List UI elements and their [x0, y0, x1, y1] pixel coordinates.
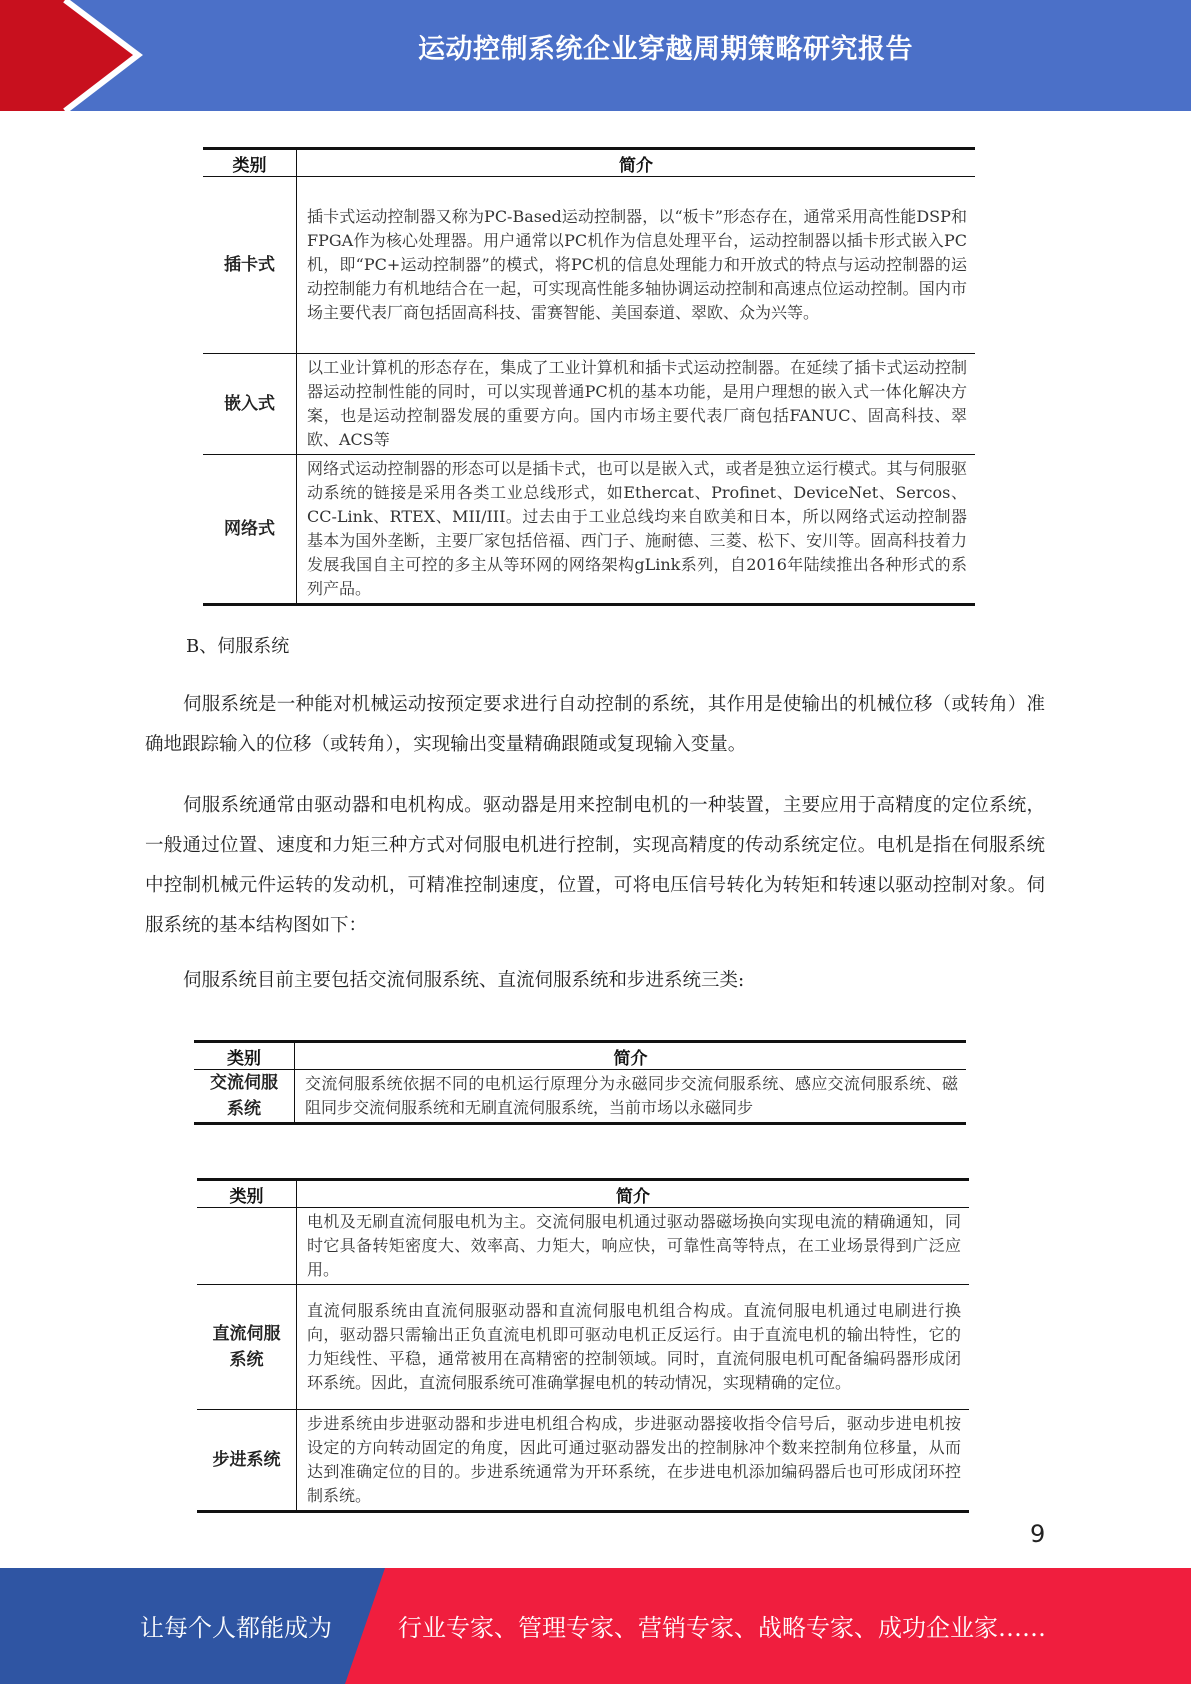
table-row: [203, 354, 975, 455]
page-number: 9: [1030, 1520, 1046, 1548]
row-description: 步进系统由步进驱动器和步进电机组合构成，步进驱动器接收指令信号后，驱动步进电机按设定的方向转动固定的角度，因此可通过驱动器发出的控制脉冲个数来控制角位移量，从而达到准确定位的目的。步进系统通常为开环系统，在步进电机添加编码器后也可形成闭环控制系统。: [297, 1410, 970, 1512]
servo-type-table-part1: [194, 1040, 966, 1125]
footer-slogan-right: 行业专家、管理专家、营销专家、战略专家、成功企业家……: [398, 1614, 1046, 1642]
column-header-description: 简介: [295, 1042, 967, 1070]
table-row: [197, 1285, 969, 1410]
paragraph: 伺服系统是一种能对机械运动按预定要求进行自动控制的系统，其作用是使输出的机械位移（或转角）准确地跟踪输入的位移（或转角），实现输出变量精确跟随或复现输入变量。: [145, 694, 1045, 755]
row-description: 网络式运动控制器的形态可以是插卡式，也可以是嵌入式，或者是独立运行模式。其与伺服驱动系统的链接是采用各类工业总线形式，如Ethercat、Profinet、DeviceNet、Sercos、CC-Link、RTEX、MII/III。过去由于工业总线均来自欧美和日本，所以网络式运动控制器基本为国外垄断，主要厂家包括倍福、西门子、施耐德、三菱、松下、安川等。固高科技着力发展我国自主可控的多主从等环网的网络架构gLink系列，自2016年陆续推出各种形式的系列产品。: [297, 455, 976, 605]
row-description: 交流伺服系统依据不同的电机运行原理分为永磁同步交流伺服系统、感应交流伺服系统、磁阻同步交流伺服系统和无刷直流伺服系统，当前市场以永磁同步: [295, 1070, 967, 1124]
table-row: [194, 1070, 966, 1124]
column-header-category: 类别: [197, 1180, 297, 1208]
table-row: [197, 1208, 969, 1285]
row-category: 嵌入式: [203, 354, 297, 455]
table-row: [203, 177, 975, 354]
row-category: 网络式: [203, 455, 297, 605]
row-description: 以工业计算机的形态存在，集成了工业计算机和插卡式运动控制器。在延续了插卡式运动控制器运动控制性能的同时，可以实现普通PC机的基本功能，是用户理想的嵌入式一体化解决方案，也是运动控制器发展的重要方向。国内市场主要代表厂商包括FANUC、固高科技、翠欧、ACS等: [297, 354, 976, 455]
row-description: 直流伺服系统由直流伺服驱动器和直流伺服电机组合构成。直流伺服电机通过电刷进行换向，驱动器只需输出正负直流电机即可驱动电机正反运行。由于直流电机的输出特性，它的力矩线性、平稳，通常被用在高精密的控制领域。同时，直流伺服电机可配备编码器形成闭环系统。因此，直流伺服系统可准确掌握电机的转动情况，实现精确的定位。: [297, 1285, 970, 1410]
row-category: 步进系统: [197, 1410, 297, 1512]
row-category: 插卡式: [203, 177, 297, 354]
row-category: [197, 1208, 297, 1285]
controller-type-table: [203, 147, 975, 606]
table-row: [203, 455, 975, 605]
page-header: [0, 0, 1191, 111]
table-row: [197, 1410, 969, 1512]
column-header-category: 类别: [194, 1042, 295, 1070]
column-header-category: 类别: [203, 149, 297, 177]
report-title: 运动控制系统企业穿越周期策略研究报告: [418, 34, 913, 65]
table-header-row: [197, 1180, 969, 1208]
column-header-description: 简介: [297, 149, 976, 177]
paragraph: 伺服系统通常由驱动器和电机构成。驱动器是用来控制电机的一种装置，主要应用于高精度的定位系统，一般通过位置、速度和力矩三种方式对伺服电机进行控制，实现高精度的传动系统定位。电机是指在伺服系统中控制机械元件运转的发动机，可精准控制速度，位置，可将电压信号转化为转矩和转速以驱动控制对象。伺服系统的基本结构图如下：: [145, 795, 1045, 936]
table-header-row: [203, 149, 975, 177]
row-category: 交流伺服系统: [194, 1070, 295, 1124]
page-footer: [0, 1568, 1191, 1684]
table-header-row: [194, 1042, 966, 1070]
column-header-description: 简介: [297, 1180, 970, 1208]
section-heading: B、伺服系统: [186, 636, 290, 657]
servo-type-table-part2: [197, 1178, 969, 1513]
row-description: 电机及无刷直流伺服电机为主。交流伺服电机通过驱动器磁场换向实现电流的精确通知，同时它具备转矩密度大、效率高、力矩大，响应快，可靠性高等特点，在工业场景得到广泛应用。: [297, 1208, 970, 1285]
row-category: 直流伺服系统: [197, 1285, 297, 1410]
paragraph: 伺服系统目前主要包括交流伺服系统、直流伺服系统和步进系统三类:: [183, 970, 745, 991]
footer-slogan-left: 让每个人都能成为: [140, 1614, 332, 1642]
row-description: 插卡式运动控制器又称为PC-Based运动控制器，以“板卡”形态存在，通常采用高性能DSP和FPGA作为核心处理器。用户通常以PC机作为信息处理平台，运动控制器以插卡形式嵌入PC机，即“PC+运动控制器”的模式，将PC机的信息处理能力和开放式的特点与运动控制器的运动控制能力有机地结合在一起，可实现高性能多轴协调运动控制和高速点位运动控制。国内市场主要代表厂商包括固高科技、雷赛智能、美国泰道、翠欧、众为兴等。: [297, 177, 976, 354]
